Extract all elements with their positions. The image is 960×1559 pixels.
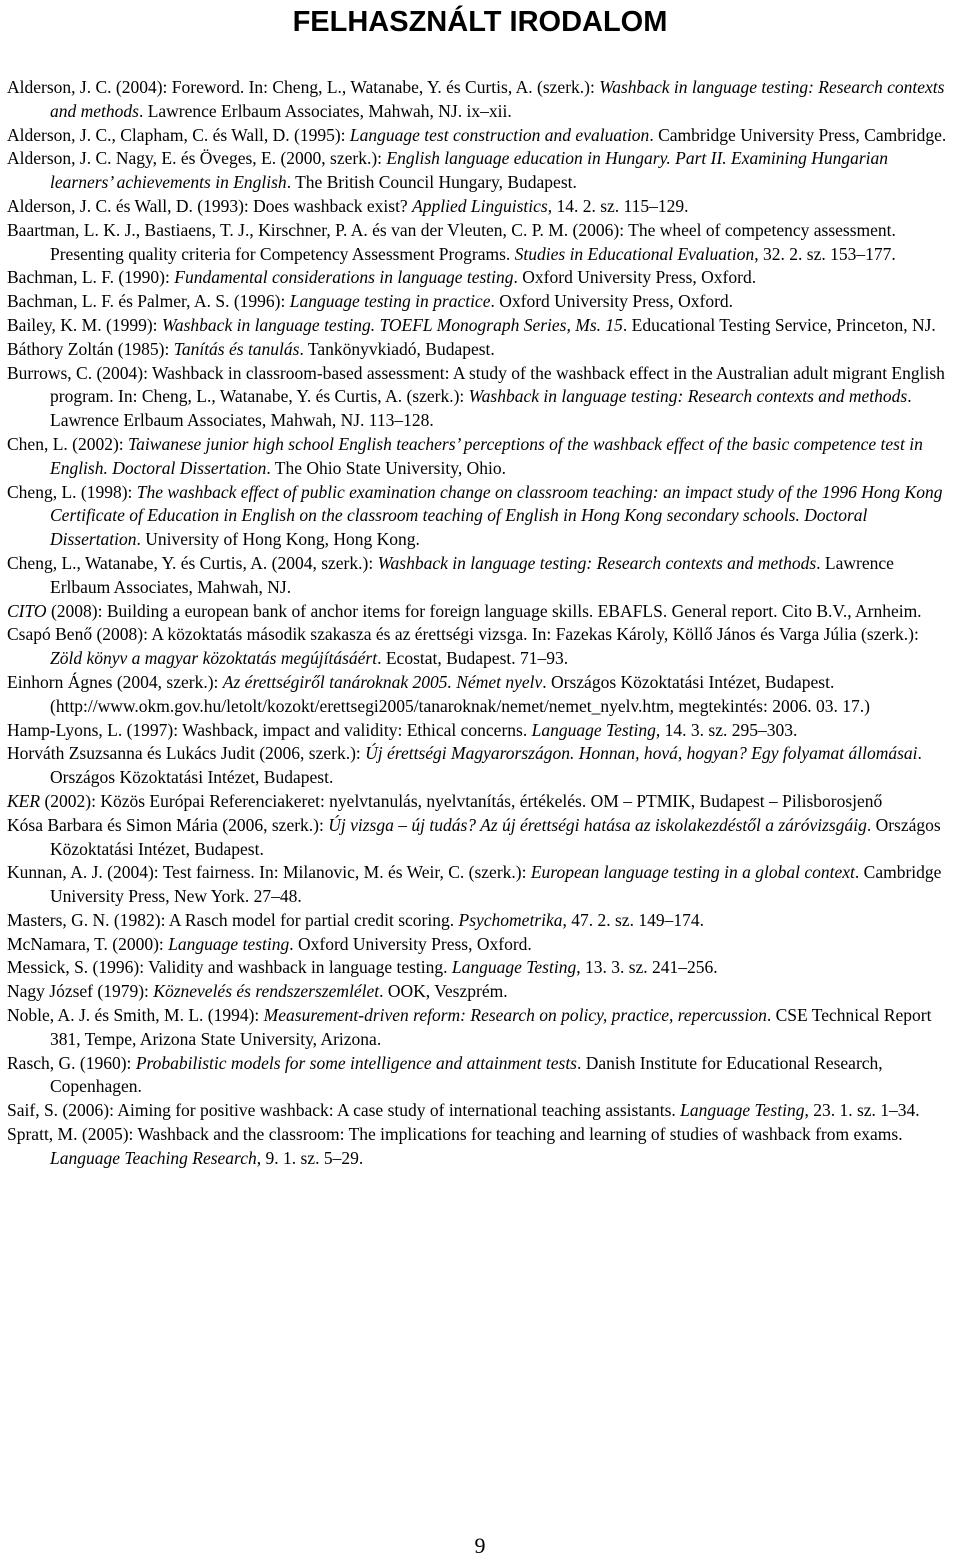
reference-text: Kunnan, A. J. (2004): Test fairness. In: Milanovic, M. és Weir, C. (szerk.): — [7, 862, 531, 883]
reference-title-italic: CITO — [7, 600, 47, 621]
reference-text: Cheng, L., Watanabe, Y. és Curtis, A. (2004, szerk.): — [7, 552, 378, 573]
reference-title-italic: Language Teaching Research — [50, 1147, 257, 1168]
reference-text: Alderson, J. C. Nagy, E. és Öveges, E. (2000, szerk.): — [7, 148, 387, 169]
reference-title-italic: English language education in Hungary. Part II. Examining Hungarian learners’ achievements in English — [50, 148, 889, 193]
reference-entry — [7, 790, 953, 814]
reference-text: , 14. 3. sz. 295–303. — [655, 719, 798, 740]
reference-title-italic: Language Testing — [451, 957, 577, 978]
reference-text: , 13. 3. sz. 241–256. — [576, 957, 718, 978]
reference-text: , 32. 2. sz. 153–177. — [754, 243, 896, 264]
reference-text: McNamara, T. (2000): — [7, 933, 169, 954]
reference-text: , 23. 1. sz. 1–34. — [804, 1100, 920, 1121]
reference-text: . Oxford University Press, Oxford. — [490, 291, 734, 312]
reference-text: . Cambridge University Press, Cambridge. — [649, 124, 947, 145]
reference-entry — [7, 742, 953, 790]
reference-title-italic: Fundamental considerations in language testing — [174, 267, 514, 288]
reference-text: Masters, G. N. (1982): A Rasch model for partial credit scoring. — [7, 909, 459, 930]
reference-title-italic: Új vizsga – új tudás? Az új érettségi hatása az iskolakezdéstől a záróvizsgáig — [328, 814, 867, 835]
reference-title-italic: Washback in language testing: Research contexts and methods — [468, 386, 908, 407]
reference-entry — [7, 290, 953, 314]
reference-text: . Lawrence Erlbaum Associates, Mahwah, NJ. ix–xii. — [138, 100, 512, 121]
reference-text: , 9. 1. sz. 5–29. — [256, 1147, 364, 1168]
reference-text: Alderson, J. C. és Wall, D. (1993): Does washback exist? — [7, 195, 413, 216]
page-number: 9 — [474, 1533, 486, 1558]
reference-entry — [7, 266, 953, 290]
reference-text: . Lawrence Erlbaum Associates, Mahwah, NJ. 113–128. — [50, 386, 912, 431]
reference-title-italic: Köznevelés és rendszerszemlélet — [153, 981, 380, 1002]
reference-title-italic: The washback effect of public examination change on classroom teaching: an impact study of the 1996 Hong Kong Certificate of Education in English on the classroom teaching of English in Hong Kong secondary schools. Doctoral Dissertation — [50, 481, 943, 550]
reference-entry — [7, 362, 953, 433]
reference-title-italic: Studies in Educational Evaluation — [514, 243, 755, 264]
reference-entry — [7, 1004, 953, 1052]
reference-entry — [7, 1052, 953, 1100]
reference-title-italic: Language testing in practice — [289, 291, 491, 312]
reference-entry — [7, 933, 953, 957]
reference-text: Báthory Zoltán (1985): — [7, 338, 174, 359]
reference-text: . The Ohio State University, Ohio. — [266, 457, 506, 478]
reference-entry — [7, 980, 953, 1004]
reference-text: . Országos Közoktatási Intézet, Budapest. — [50, 743, 922, 788]
reference-title-italic: Washback in language testing. TOEFL Monograph Series, Ms. 15 — [161, 314, 623, 335]
reference-text: Horváth Zsuzsanna és Lukács Judit (2006, szerk.): — [7, 743, 366, 764]
reference-title-italic: Psychometrika — [458, 909, 563, 930]
reference-title-italic: Applied Linguistics — [412, 195, 548, 216]
reference-text: Nagy József (1979): — [7, 981, 154, 1002]
reference-text: Bachman, L. F. és Palmer, A. S. (1996): — [7, 291, 290, 312]
reference-title-italic: KER — [7, 790, 41, 811]
reference-text: . Országos Közoktatási Intézet, Budapest. (http://www.okm.gov.hu/letolt/kozokt/erettsegi2005/tanaroknak/nemet/nemet_nyelv.htm, megtekintés: 2006. 03. 17.) — [50, 671, 870, 716]
reference-entry — [7, 552, 953, 600]
reference-text: Messick, S. (1996): Validity and washback in language testing. — [7, 957, 452, 978]
reference-title-italic: Measurement-driven reform: Research on policy, practice, repercussion — [263, 1005, 767, 1026]
reference-text: Bachman, L. F. (1990): — [7, 267, 175, 288]
reference-text: Einhorn Ágnes (2004, szerk.): — [7, 671, 223, 692]
reference-title-italic: Washback in language testing: Research contexts and methods — [377, 552, 817, 573]
reference-title-italic: Tanítás és tanulás — [173, 338, 300, 359]
reference-title-italic: Új érettségi Magyarországon. Honnan, hová, hogyan? Egy folyamat állomásai — [365, 743, 918, 764]
reference-text: (2002): Közös Európai Referenciakeret: nyelvtanulás, nyelvtanítás, értékelés. OM – PTMIK, Budapest – Pilisborosjenő — [40, 790, 883, 811]
reference-entry — [7, 1099, 953, 1123]
reference-title-italic: Zöld könyv a magyar közoktatás megújításáért — [50, 648, 378, 669]
reference-entry — [7, 481, 953, 552]
reference-entry — [7, 314, 953, 338]
reference-entry — [7, 195, 953, 219]
reference-text: Saif, S. (2006): Aiming for positive washback: A case study of international teaching assistants. — [7, 1100, 681, 1121]
reference-title-italic: Language Testing — [531, 719, 656, 740]
reference-text: . Tankönyvkiadó, Budapest. — [299, 338, 495, 359]
reference-title-italic: Language test construction and evaluation — [349, 124, 650, 145]
reference-text: Csapó Benő (2008): A közoktatás második szakasza és az érettségi vizsga. In: Fazekas Károly, Köllő János és Varga Júlia (szerk.): — [7, 624, 919, 645]
reference-text: Noble, A. J. és Smith, M. L. (1994): — [7, 1005, 264, 1026]
reference-text: Hamp-Lyons, L. (1997): Washback, impact and validity: Ethical concerns. — [7, 719, 532, 740]
reference-entry — [7, 338, 953, 362]
page-title: FELHASZNÁLT IRODALOM — [292, 6, 668, 38]
reference-entry — [7, 1123, 953, 1171]
reference-text: . Educational Testing Service, Princeton, NJ. — [622, 314, 936, 335]
reference-text: Alderson, J. C. (2004): Foreword. In: Cheng, L., Watanabe, Y. és Curtis, A. (szerk.): — [7, 77, 600, 97]
reference-text: . The British Council Hungary, Budapest. — [286, 172, 577, 193]
reference-entry — [7, 719, 953, 743]
reference-text: Rasch, G. (1960): — [7, 1052, 136, 1073]
reference-title-italic: Washback in language testing: Research contexts and methods — [50, 77, 945, 121]
reference-entry — [7, 124, 953, 148]
reference-text: Burrows, C. (2004): Washback in classroom-based assessment: A study of the washback effect in the Australian adult migrant English program. In: Cheng, L., Watanabe, Y. és Curtis, A. (szerk.): — [7, 362, 945, 407]
reference-text: , 14. 2. sz. 115–129. — [547, 195, 689, 216]
reference-text: . OOK, Veszprém. — [379, 981, 508, 1002]
reference-entry — [7, 147, 953, 195]
reference-title-italic: Taiwanese junior high school English teachers’ perceptions of the washback effect of the basic competence test in English. Doctoral Dissertation — [50, 433, 923, 478]
reference-text: (2008): Building a european bank of anchor items for foreign language skills. EBAFLS. General report. Cito B.V., Arnheim. — [46, 600, 922, 621]
reference-text: . CSE Technical Report 381, Tempe, Arizona State University, Arizona. — [50, 1005, 932, 1049]
reference-text: Spratt, M. (2005): Washback and the classroom: The implications for teaching and learning of studies of washback from exams. — [7, 1124, 903, 1145]
reference-text: . Ecostat, Budapest. 71–93. — [377, 648, 569, 669]
reference-text: . Oxford University Press, Oxford. — [289, 933, 532, 954]
reference-entry — [7, 814, 953, 862]
reference-entry — [7, 600, 953, 624]
reference-list — [7, 76, 953, 1171]
reference-text: Baartman, L. K. J., Bastiaens, T. J., Kirschner, P. A. és van der Vleuten, C. P. M. (2006): The wheel of competency assessment. Presenting quality criteria for Competency Assessment Programs. — [7, 219, 896, 264]
reference-text: Alderson, J. C., Clapham, C. és Wall, D. (1995): — [7, 124, 350, 145]
reference-text: Chen, L. (2002): — [7, 433, 129, 454]
reference-entry — [7, 861, 953, 909]
reference-text: . University of Hong Kong, Hong Kong. — [136, 529, 420, 550]
reference-entry — [7, 623, 953, 671]
reference-text: . Országos Közoktatási Intézet, Budapest. — [50, 814, 941, 859]
reference-text: . Lawrence Erlbaum Associates, Mahwah, NJ. — [50, 552, 894, 597]
reference-entry — [7, 219, 953, 267]
reference-entry — [7, 956, 953, 980]
reference-text: Bailey, K. M. (1999): — [7, 314, 162, 335]
reference-entry — [7, 671, 953, 719]
reference-title-italic: Az érettségiről tanároknak 2005. Német nyelv — [222, 671, 543, 692]
reference-text: . Cambridge University Press, New York. 27–48. — [50, 862, 942, 907]
reference-text: Kósa Barbara és Simon Mária (2006, szerk.): — [7, 814, 329, 835]
reference-title-italic: Language testing — [168, 933, 290, 954]
reference-text: . Oxford University Press, Oxford. — [513, 267, 757, 288]
reference-text: , 47. 2. sz. 149–174. — [562, 909, 704, 930]
reference-text: Cheng, L. (1998): — [7, 481, 137, 502]
reference-title-italic: European language testing in a global context — [530, 862, 855, 883]
reference-title-italic: Language Testing — [680, 1100, 805, 1121]
reference-entry — [7, 909, 953, 933]
reference-text: . Danish Institute for Educational Research, Copenhagen. — [50, 1052, 883, 1097]
reference-entry — [7, 433, 953, 481]
reference-title-italic: Probabilistic models for some intelligence and attainment tests — [135, 1052, 577, 1073]
reference-entry — [7, 76, 953, 124]
